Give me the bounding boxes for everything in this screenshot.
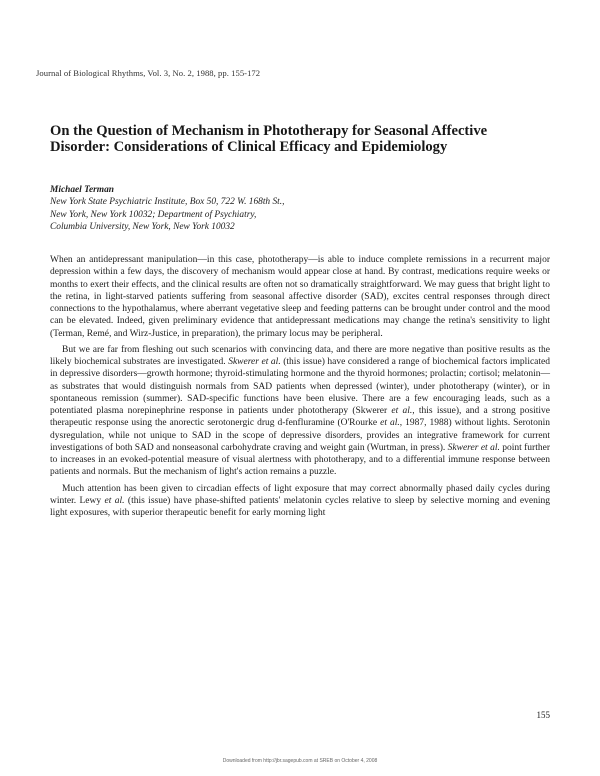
affiliation-line: New York, New York 10032; Department of Psychiatry, [50,209,257,220]
body-paragraph-2 [50,344,550,479]
citation-emphasis: et al. [104,495,125,506]
citation-emphasis: Skwerer et al. [228,357,281,367]
affiliation-line: Columbia University, New York, New York 10032 [50,222,235,233]
text-run: But we are far from fleshing out such scenarios with convincing data, and there are more negative than positive results as the likely biochemical substrates are investigated. [50,344,550,367]
article-body [50,254,550,523]
citation-emphasis: Skwerer et al. [447,442,500,453]
body-paragraph-1: When an antidepressant manipulation—in this case, phototherapy—is able to induce complete remissions in a recurrent major depression within a few days, the discovery of mechanism would appear close at hand. By contrast, medications require weeks or months to exert their effects, and the clinical results are often not so dramatically straightforward. We may guess that bright light to the retina, in light-starved patients suffering from seasonal affective disorder (SAD), excites central responses through direct connections to the hypothalamus, where aberrant vegetative sleep and feeding patterns can be brought under control and the mood can be elevated. Indeed, given preliminary evidence that antidepressant medications may change the retina's sensitivity to light (Terman, Remé, and Wirz-Justice, in preparation), the primary locus may be peripheral. [50,255,550,339]
citation-emphasis: et al. [380,418,400,429]
text-run: point further to increases in an evoked-potential measure of visual alertness with phototherapy, and to a differential immune response between patients and normals. But the mechanism of light's action remains a puzzle. [50,442,550,478]
text-run: , 1987, 1988) without lights. Serotonin dysregulation, while not unique to SAD in the scope of depressive disorders, provides an integrative framework for current investigations of both SAD and nonseasonal carbohydrate craving and weight gain (Wurtman, in press). [50,418,551,453]
download-footer: Downloaded from http://jbr.sagepub.com at SREB on October 4, 2008 [222,758,378,764]
page-number: 155 [536,710,550,720]
text-run: Much attention has been given to circadian effects of light exposure that may correct abnormally phased daily cycles during winter. Lewy [50,483,550,506]
author-block [50,184,470,234]
text-run: , this issue), and a strong positive therapeutic response using the anorectic serotonergic drug d-fenfluramine (O'Rourke [50,406,551,429]
body-paragraph-3 [50,483,550,520]
affiliation-line: New York State Psychiatric Institute, Box 50, 722 W. 168th St., [50,197,285,208]
citation-emphasis: et al. [391,406,413,416]
article-title: On the Question of Mechanism in Phototherapy for Seasonal Affective Disorder: Considerations of Clinical Efficacy and Epidemiology [50,123,488,155]
text-run: (this issue) have phase-shifted patients' melatonin cycles relative to sleep by selective morning and evening light exposures, with superior therapeutic benefit for early morning light [50,495,550,518]
author-name: Michael Terman [50,185,114,195]
text-run: (this issue) have considered a range of biochemical factors implicated in depressive disorders—growth hormone; thyroid-stimulating hormone and the thyroid hormones; prolactin; cortisol; melatonin—as substrates that would distinguish normals from SAD patients when depressed (winter), under phototherapy (winter), or in spontaneous remission (summer). SAD-specific functions have been elusive. There are a few encouraging leads, such as a potentiated plasma norepinephrine response in patients under phototherapy (Skwerer [50,357,550,416]
journal-citation: Journal of Biological Rhythms, Vol. 3, No. 2, 1988, pp. 155-172 [36,68,261,78]
